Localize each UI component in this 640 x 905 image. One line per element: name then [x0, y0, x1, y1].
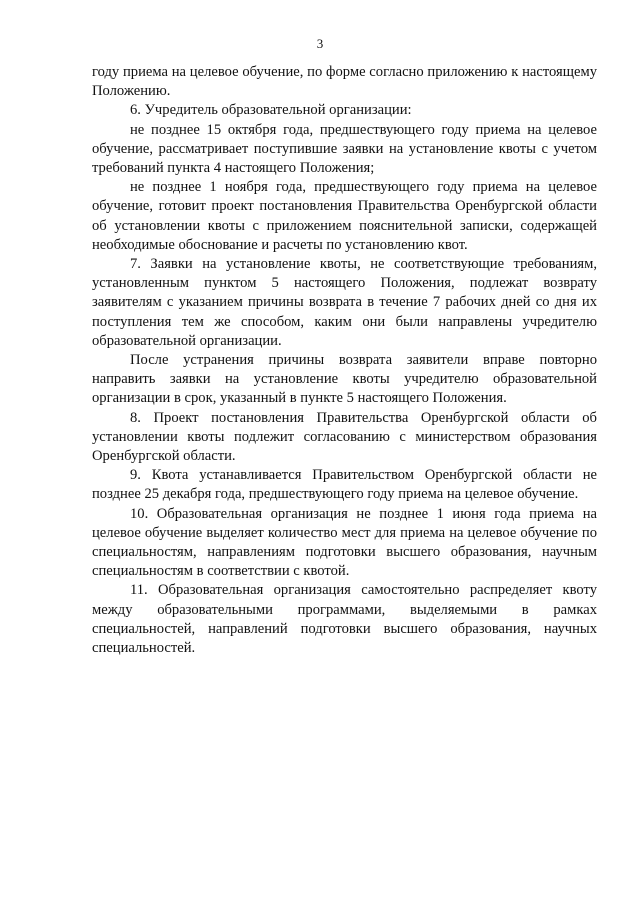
page-number: 3 [316, 36, 324, 51]
paragraph-item-6: 6. Учредитель образовательной организации: [130, 102, 412, 119]
paragraph-item-11: 11. Образовательная организация самостоятельно распределяет квоту между образовательными программами, выделяемыми в рамках специальностей, направлений подготовки высшего образования, научных специальностей. [92, 582, 597, 657]
paragraph-item-6-subclause-2: не позднее 1 ноября года, предшествующего году приема на целевое обучение, готовит проект постановления Правительства Оренбургской области об установлении квоты с приложением пояснительной записки, содержащей необходимые обоснование и расчеты по установлению квот. [92, 179, 597, 253]
document-body [92, 63, 597, 658]
paragraph-item-7: 7. Заявки на установление квоты, не соответствующие требованиям, установленным пунктом 5 настоящего Положения, подлежат возврату заявителям с указанием причины возврата в течение 7 рабочих дней со дня их поступления тем же способом, каким они были направлены учредителю образовательной организации. [92, 256, 597, 349]
paragraph-item-7-continuation: После устранения причины возврата заявители вправе повторно направить заявки на установление квоты учредителю образовательной организации в срок, указанный в пункте 5 настоящего Положения. [92, 352, 597, 407]
paragraph-item-10: 10. Образовательная организация не позднее 1 июня года приема на целевое обучение выделяет количество мест для приема на целевое обучение по специальностям, направлениям подготовки высшего образования, научным специальностям в соответствии с квотой. [92, 505, 597, 580]
paragraph-intro-continuation: году приема на целевое обучение, по форме согласно приложению к настоящему Положению. [92, 64, 597, 100]
paragraph-item-8: 8. Проект постановления Правительства Оренбургской области об установлении квоты подлежит согласованию с министерством образования Оренбургской области. [92, 409, 597, 465]
paragraph-item-9: 9. Квота устанавливается Правительством Оренбургской области не позднее 25 декабря года, предшествующего году приема на целевое обучение. [92, 467, 597, 503]
paragraph-item-6-subclause-1: не позднее 15 октября года, предшествующего году приема на целевое обучение, рассматривает поступившие заявки на установление квоты с учетом требований пункта 4 настоящего Положения; [92, 121, 597, 177]
